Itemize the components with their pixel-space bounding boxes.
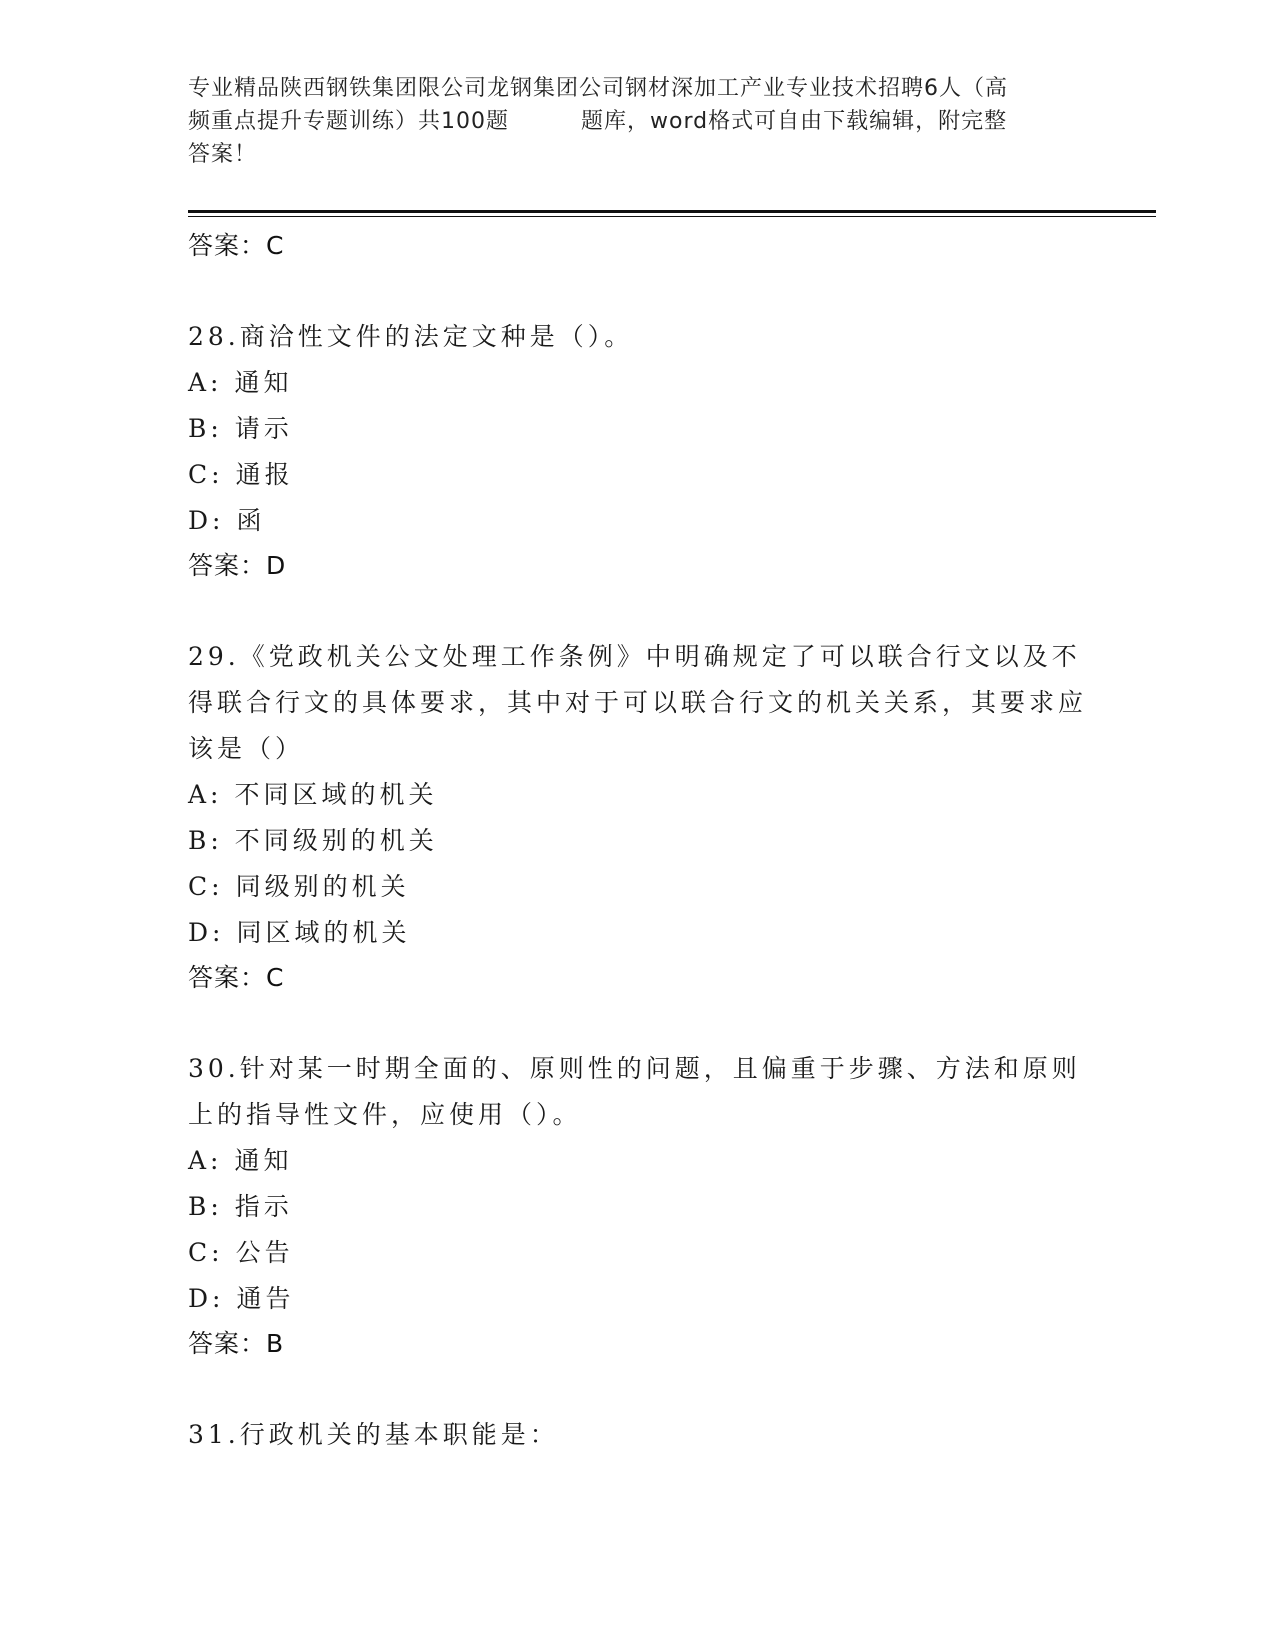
option-d (188, 498, 1088, 544)
option-text: 通告 (236, 1284, 295, 1313)
option-d (188, 910, 1088, 956)
option-letter: A: (188, 1146, 223, 1175)
option-letter: B: (188, 1192, 223, 1221)
option-letter: C: (188, 460, 224, 489)
option-b (188, 406, 1088, 452)
answer-line: 答案：C (188, 963, 285, 992)
option-text: 请示 (234, 414, 293, 443)
option-text: 不同区域的机关 (234, 780, 438, 809)
header-line-2 (188, 105, 1088, 138)
option-b (188, 818, 1088, 864)
header-line-3: 答案！ (188, 142, 258, 167)
option-d (188, 1276, 1088, 1322)
option-text: 指示 (234, 1192, 293, 1221)
question-29 (188, 634, 1088, 1000)
document-header (188, 72, 1088, 171)
option-letter: A: (188, 368, 223, 397)
answer-line: 答案：D (188, 551, 287, 580)
option-text: 同级别的机关 (235, 872, 410, 901)
option-text: 不同级别的机关 (234, 826, 438, 855)
question-text: 30.针对某一时期全面的、原则性的问题，且偏重于步骤、方法和原则上的指导性文件，应使用（）。 (188, 1054, 1081, 1129)
header-divider-thick (188, 210, 1156, 213)
question-30 (188, 1046, 1088, 1366)
option-letter: D: (188, 918, 225, 947)
option-c (188, 1230, 1088, 1276)
option-text: 公告 (235, 1238, 294, 1267)
header-divider-thin (188, 216, 1156, 217)
question-list (188, 224, 1088, 1458)
option-a (188, 772, 1088, 818)
option-letter: B: (188, 414, 223, 443)
header-line-2-part-1: 频重点提升专题训练）共100题 (188, 109, 509, 134)
header-line-2-part-2: 题库，word格式可自由下载编辑，附完整 (581, 109, 1008, 134)
question-text: 29.《党政机关公文处理工作条例》中明确规定了可以联合行文以及不得联合行文的具体要求，其中对于可以联合行文的机关关系，其要求应该是（） (188, 642, 1088, 763)
option-text: 通知 (234, 1146, 293, 1175)
answer-line: 答案：B (188, 1329, 285, 1358)
option-a (188, 1138, 1088, 1184)
option-letter: C: (188, 1238, 224, 1267)
option-letter: D: (188, 1284, 225, 1313)
option-letter: D: (188, 506, 225, 535)
previous-answer: 答案：C (188, 231, 285, 260)
option-c (188, 452, 1088, 498)
option-text: 函 (236, 506, 266, 535)
option-a (188, 360, 1088, 406)
option-letter: A: (188, 780, 223, 809)
header-line-1: 专业精品陕西钢铁集团限公司龙钢集团公司钢材深加工产业专业技术招聘6人（高 (188, 76, 1008, 101)
question-text: 28.商洽性文件的法定文种是（）。 (188, 322, 634, 351)
option-text: 通知 (234, 368, 293, 397)
option-c (188, 864, 1088, 910)
option-text: 通报 (235, 460, 294, 489)
option-text: 同区域的机关 (236, 918, 411, 947)
question-31 (188, 1412, 1088, 1458)
option-b (188, 1184, 1088, 1230)
question-text: 31.行政机关的基本职能是： (188, 1420, 559, 1449)
option-letter: B: (188, 826, 223, 855)
question-28 (188, 314, 1088, 588)
option-letter: C: (188, 872, 224, 901)
